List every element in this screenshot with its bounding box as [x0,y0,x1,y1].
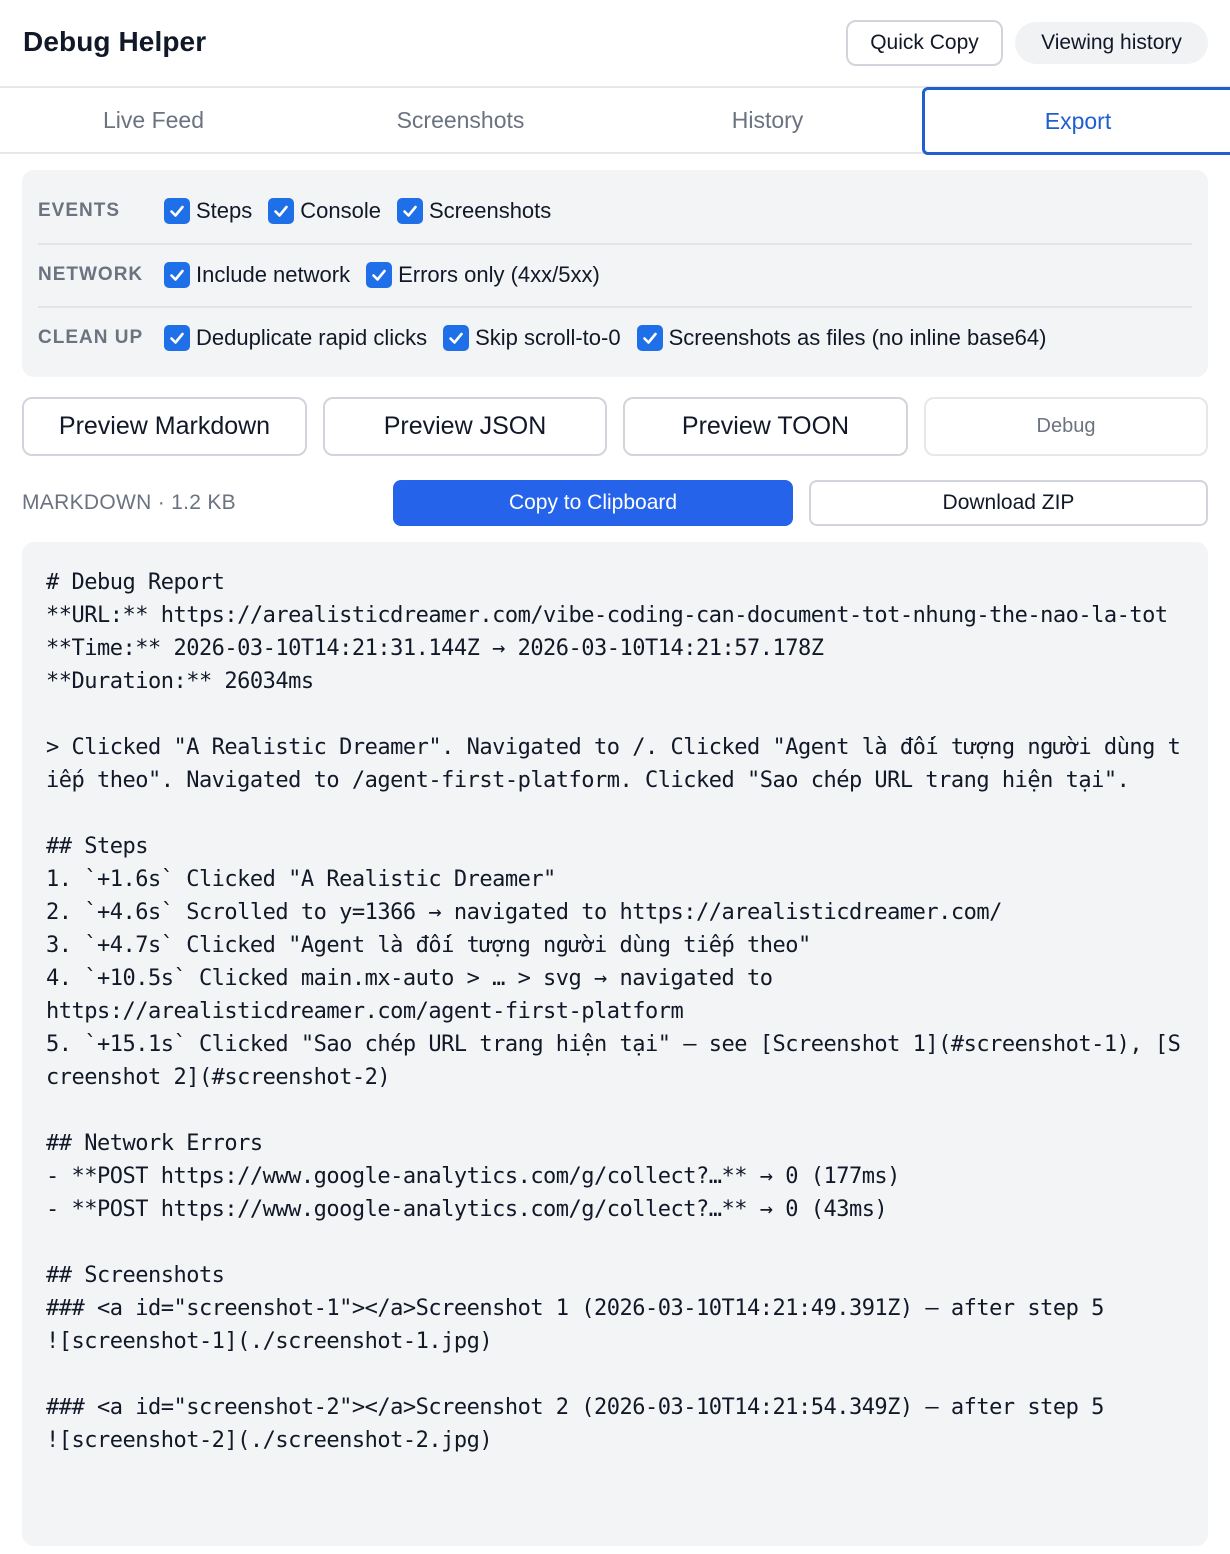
deduplicate-checkbox[interactable] [164,325,427,351]
copy-to-clipboard-button[interactable]: Copy to Clipboard [393,480,793,526]
checkbox-checked-icon[interactable] [443,325,469,351]
preview-json-button[interactable]: Preview JSON [323,397,607,456]
export-preview-output[interactable] [22,542,1208,1546]
screenshots-as-files-checkbox[interactable] [637,325,1047,351]
viewing-history-button[interactable]: Viewing history [1015,22,1208,64]
events-row [38,180,1192,242]
include-network-label: Include network [196,262,351,287]
tab-live-feed[interactable]: Live Feed [102,106,204,133]
errors-only-label: Errors only (4xx/5xx) [398,262,600,287]
quick-copy-button[interactable]: Quick Copy [846,20,1003,66]
preview-toon-button[interactable]: Preview TOON [623,397,908,456]
skip-scroll-label: Skip scroll-to-0 [475,325,621,350]
download-zip-button[interactable]: Download ZIP [809,480,1208,526]
skip-scroll-checkbox[interactable] [443,325,620,351]
deduplicate-label: Deduplicate rapid clicks [196,325,428,350]
checkbox-checked-icon[interactable] [366,262,392,288]
format-size-info: MARKDOWN · 1.2 KB [22,491,236,514]
debug-button[interactable]: Debug [924,397,1208,456]
checkbox-checked-icon[interactable] [164,325,190,351]
checkbox-checked-icon[interactable] [164,198,190,224]
network-label: NETWORK [38,264,144,285]
console-checkbox-label: Console [300,198,381,223]
cleanup-row [38,306,1192,368]
screenshots-as-files-label: Screenshots as files (no inline base64) [668,325,1047,350]
include-network-checkbox[interactable] [164,262,350,288]
events-label: EVENTS [38,200,121,221]
app-header [0,0,1230,86]
export-preview-text: # Debug Report **URL:** https://arealisticdreamer.com/vibe-coding-can-document-tot-nhung-the-nao-la-tot **Time:** 2026-03-10T14:21:31.144Z → 2026-03-10T14:21:57.178Z **Duration:** 26034ms > Clicked "A Realistic Dreamer". Navigated to /. Clicked "Agent là đối tượng người dùng tiếp theo". Navigated to /agent-first-platform. Clicked "Sao chép URL trang hiện tại". ## Steps 1. `+1.6s` Clicked "A Realistic Dreamer" 2. `+4.6s` Scrolled to y=1366 → navigated to https://arealisticdreamer.com/ 3. `+4.7s` Clicked "Agent là đối tượng người dùng tiếp theo" 4. `+10.5s` Clicked main.mx-auto > … > svg → navigated to https://arealisticdreamer.com/agent-first-platform 5. `+15.1s` Clicked "Sao chép URL trang hiện tại" — see [Screenshot 1](#screenshot-1), [Screenshot 2](#screenshot-2) ## Network Errors - **POST https://www.google-analytics.com/g/collect?…** → 0 (177ms) - **POST https://www.google-analytics.com/g/collect?…** → 0 (43ms) ## Screenshots ### <a id="screenshot-1"></a>Screenshot 1 (2026-03-10T14:21:49.391Z) — after step 5 ![screenshot-1](./screenshot-1.jpg) ### <a id="screenshot-2"></a>Screenshot 2 (2026-03-10T14:21:54.349Z) — after step 5 ![screenshot-2](./screenshot-2.jpg) [46,570,1181,1453]
checkbox-checked-icon[interactable] [637,325,663,351]
app-title: Debug Helper [23,26,207,57]
checkbox-checked-icon[interactable] [164,262,190,288]
tab-export[interactable]: Export [922,87,1230,155]
preview-markdown-button[interactable]: Preview Markdown [22,397,307,456]
errors-only-checkbox[interactable] [366,262,600,288]
checkbox-checked-icon[interactable] [397,198,423,224]
checkbox-checked-icon[interactable] [268,198,294,224]
export-options-panel [22,170,1208,377]
console-checkbox[interactable] [268,198,381,224]
screenshots-checkbox[interactable] [397,198,551,224]
steps-checkbox-label: Steps [196,198,253,223]
network-row [38,243,1192,305]
steps-checkbox[interactable] [164,198,252,224]
tab-screenshots[interactable]: Screenshots [396,106,525,133]
screenshots-checkbox-label: Screenshots [428,198,552,223]
cleanup-label: CLEAN UP [38,327,144,348]
tab-bar [0,86,1230,154]
tab-history[interactable]: History [731,106,804,133]
